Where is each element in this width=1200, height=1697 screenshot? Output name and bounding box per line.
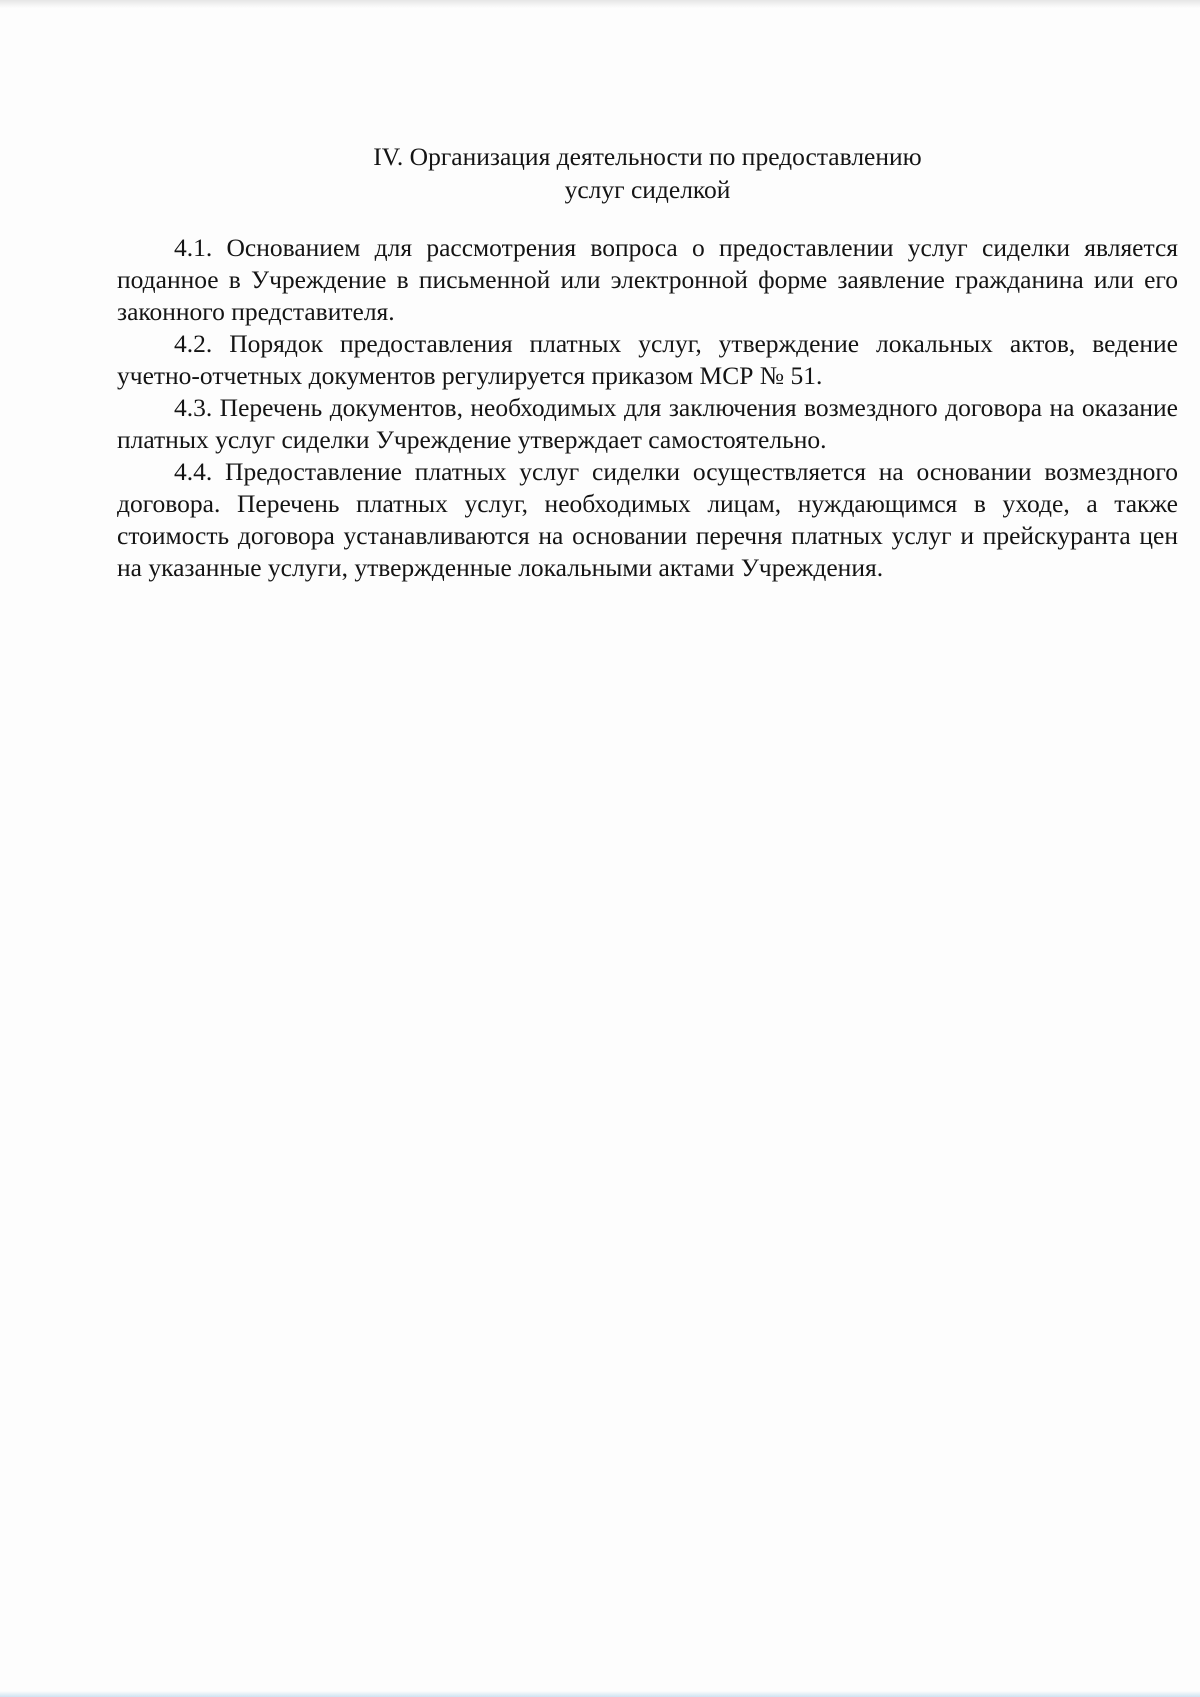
paragraph-4-1: 4.1. Основанием для рассмотрения вопроса о предоставлении услуг сиделки является поданное в Учреждение в письменной или электронной форме заявление гражданина или его законного представителя. bbox=[117, 233, 1178, 326]
paragraph-4-2: 4.2. Порядок предоставления платных услуг, утверждение локальных актов, ведение учетно-отчетных документов регулируется приказом МСР № 51. bbox=[117, 329, 1178, 390]
document-body bbox=[117, 140, 1178, 584]
section-heading bbox=[117, 140, 1178, 206]
section-heading-line-1: IV. Организация деятельности по предоставлению bbox=[373, 142, 922, 171]
scan-bottom-edge bbox=[0, 1691, 1200, 1697]
section-heading-line-2: услуг сиделкой bbox=[564, 175, 731, 204]
paragraph-4-3: 4.3. Перечень документов, необходимых для заключения возмездного договора на оказание платных услуг сиделки Учреждение утверждает самостоятельно. bbox=[117, 393, 1178, 454]
scan-top-shadow bbox=[0, 0, 1200, 8]
paragraph-4-4: 4.4. Предоставление платных услуг сиделки осуществляется на основании возмездного договора. Перечень платных услуг, необходимых лицам, нуждающимся в уходе, а также стоимость договора устанавливаются на основании перечня платных услуг и прейскуранта цен на указанные услуги, утвержденные локальными актами Учреждения. bbox=[117, 457, 1178, 582]
